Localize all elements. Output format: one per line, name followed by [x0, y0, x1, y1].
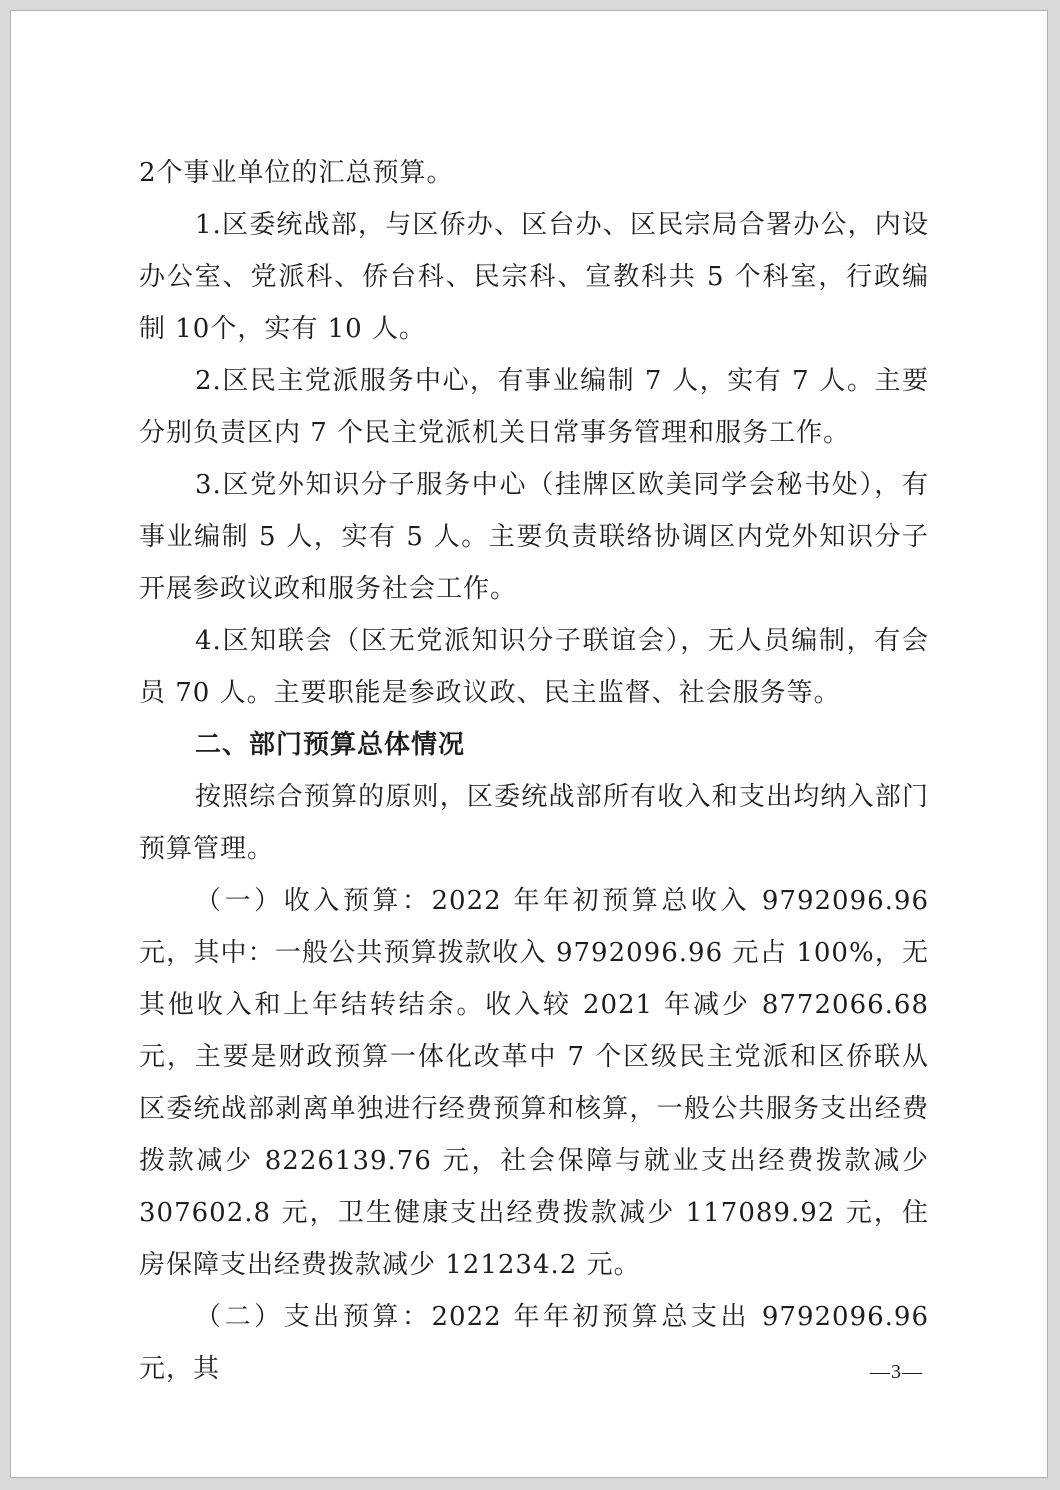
paragraph-united-front-dept: 1.区委统战部，与区侨办、区台办、区民宗局合署办公，内设办公室、党派科、侨台科、民宗科、宣教科共 5 个科室，行政编制 10个，实有 10 人。 — [139, 210, 929, 344]
paragraph-intellectuals-center: 3.区党外知识分子服务中心（挂牌区欧美同学会秘书处），有事业编制 5 人，实有 5 人。主要负责联络协调区内党外知识分子开展参政议政和服务社会工作。 — [139, 470, 929, 604]
paragraph-income-budget: （一）收入预算：2022 年年初预算总收入 9792096.96 元，其中：一般公共预算拨款收入 9792096.96 元占 100%，无其他收入和上年结转结余。收入较 2021 年减少 8772066.68 元，主要是财政预算一体化改革中 7 个区级民主党派和区侨联从区委统战部剥离单独进行经费预算和核算，一般公共服务支出经费拨款减少 8226139.76 元，社会保障与就业支出经费拨款减少 307602.8 元，卫生健康支出经费拨款减少 117089.92 元，住房保障支出经费拨款减少 121234.2 元。 — [139, 886, 929, 1280]
document-body — [139, 147, 929, 1395]
section-heading-budget-overview: 二、部门预算总体情况 — [195, 730, 466, 760]
paragraph-budget-principle: 按照综合预算的原则，区委统战部所有收入和支出均纳入部门预算管理。 — [139, 782, 929, 864]
paragraph-intellectuals-association: 4.区知联会（区无党派知识分子联谊会），无人员编制，有会员 70 人。主要职能是参政议政、民主监督、社会服务等。 — [139, 626, 929, 708]
paragraph-intro-continued: 2个事业单位的汇总预算。 — [139, 158, 454, 188]
document-page — [10, 10, 1048, 1478]
page-number: —3— — [870, 1361, 923, 1383]
paragraph-expenditure-budget: （二）支出预算：2022 年年初预算总支出 9792096.96 元，其 — [139, 1302, 929, 1384]
paragraph-democratic-parties-center: 2.区民主党派服务中心，有事业编制 7 人，实有 7 人。主要分别负责区内 7 个民主党派机关日常事务管理和服务工作。 — [139, 366, 929, 448]
